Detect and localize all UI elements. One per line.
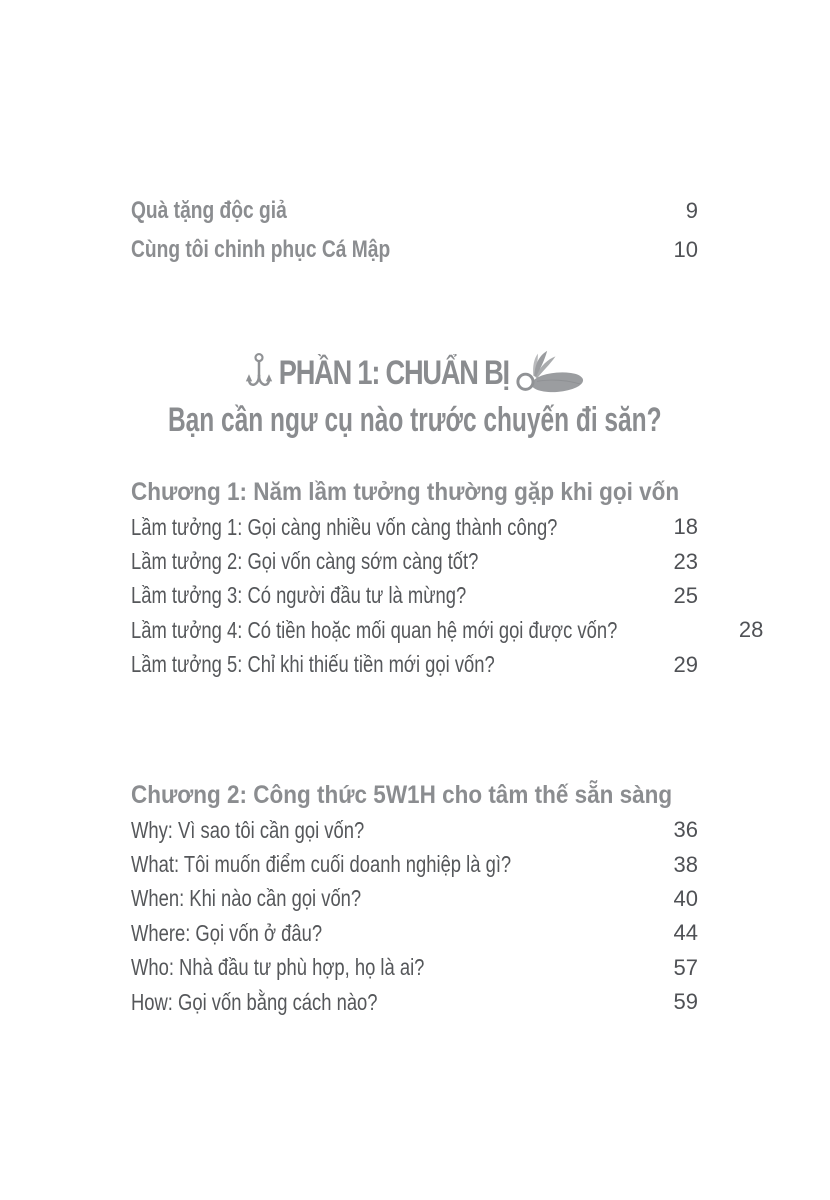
toc-entry xyxy=(131,985,698,1019)
toc-entry-label: Lầm tưởng 1: Gọi càng nhiều vốn càng thành công? xyxy=(131,513,558,540)
toc-entry-page: 28 xyxy=(738,617,764,643)
toc-entry-label: Lầm tưởng 4: Có tiền hoặc mối quan hệ mới gọi được vốn? xyxy=(131,616,618,643)
toc-entry xyxy=(131,951,698,985)
toc-entry-page: 9 xyxy=(685,197,698,223)
part-subtitle-row xyxy=(131,398,698,442)
part-title: PHẦN 1: CHUẨN BỊ xyxy=(278,353,509,392)
toc-entry-label: When: Khi nào cần gọi vốn? xyxy=(131,885,362,912)
toc-entry xyxy=(131,648,698,682)
toc-entry-label: What: Tôi muốn điểm cuối doanh nghiệp là gì? xyxy=(131,851,512,878)
toc-entry-page: 44 xyxy=(673,920,698,946)
toc-entry-label: Lầm tưởng 5: Chỉ khi thiếu tiền mới gọi vốn? xyxy=(131,651,495,678)
toc-entry xyxy=(131,916,698,950)
toc-entry xyxy=(131,613,764,647)
toc-entry-page: 36 xyxy=(673,817,698,843)
toc-entry-label: Why: Vì sao tôi cần gọi vốn? xyxy=(131,816,365,843)
toc-entry-page: 59 xyxy=(673,989,698,1015)
toc-entry-label: Where: Gọi vốn ở đâu? xyxy=(131,919,323,946)
toc-entry-page: 10 xyxy=(673,236,698,262)
toc-entry xyxy=(131,230,698,269)
toc-entry xyxy=(131,813,698,847)
part-title-row xyxy=(131,348,698,398)
part-header xyxy=(131,348,698,442)
toc-entry xyxy=(131,544,698,578)
chapter-title xyxy=(131,474,698,510)
front-matter-list xyxy=(131,191,698,269)
toc-entry-page: 18 xyxy=(673,514,698,540)
chapter-2-section xyxy=(131,777,698,1019)
toc-entry-label: Lầm tưởng 2: Gọi vốn càng sớm càng tốt? xyxy=(131,548,479,575)
chapter-title xyxy=(131,777,698,813)
toc-entry-label: Quà tặng độc giả xyxy=(131,196,287,224)
toc-entry xyxy=(131,882,698,916)
double-fishhook-icon xyxy=(244,349,274,397)
toc-entry-page: 40 xyxy=(673,885,698,911)
toc-entry-page: 29 xyxy=(673,651,698,677)
part-subtitle: Bạn cần ngư cụ nào trước chuyến đi săn? xyxy=(167,400,662,439)
toc-entry-page: 57 xyxy=(673,954,698,980)
toc-entry xyxy=(131,579,698,613)
fishing-lure-icon xyxy=(513,347,585,399)
chapter-1-section xyxy=(131,474,764,682)
toc-entry-page: 23 xyxy=(673,548,698,574)
toc-entry xyxy=(131,191,698,230)
toc-entry-page: 25 xyxy=(673,582,698,608)
toc-entry-label: Cùng tôi chinh phục Cá Mập xyxy=(131,235,391,263)
toc-entry xyxy=(131,510,698,544)
toc-entry-label: How: Gọi vốn bằng cách nào? xyxy=(131,988,378,1015)
chapter-title-text: Chương 1: Năm lầm tưởng thường gặp khi gọi vốn xyxy=(131,477,680,506)
toc-entry-page: 38 xyxy=(673,851,698,877)
toc-entry-label: Lầm tưởng 3: Có người đầu tư là mừng? xyxy=(131,582,467,609)
toc-entry-label: Who: Nhà đầu tư phù hợp, họ là ai? xyxy=(131,954,425,981)
toc-entry xyxy=(131,847,698,881)
chapter-title-text: Chương 2: Công thức 5W1H cho tâm thế sẵn sàng xyxy=(131,780,673,809)
